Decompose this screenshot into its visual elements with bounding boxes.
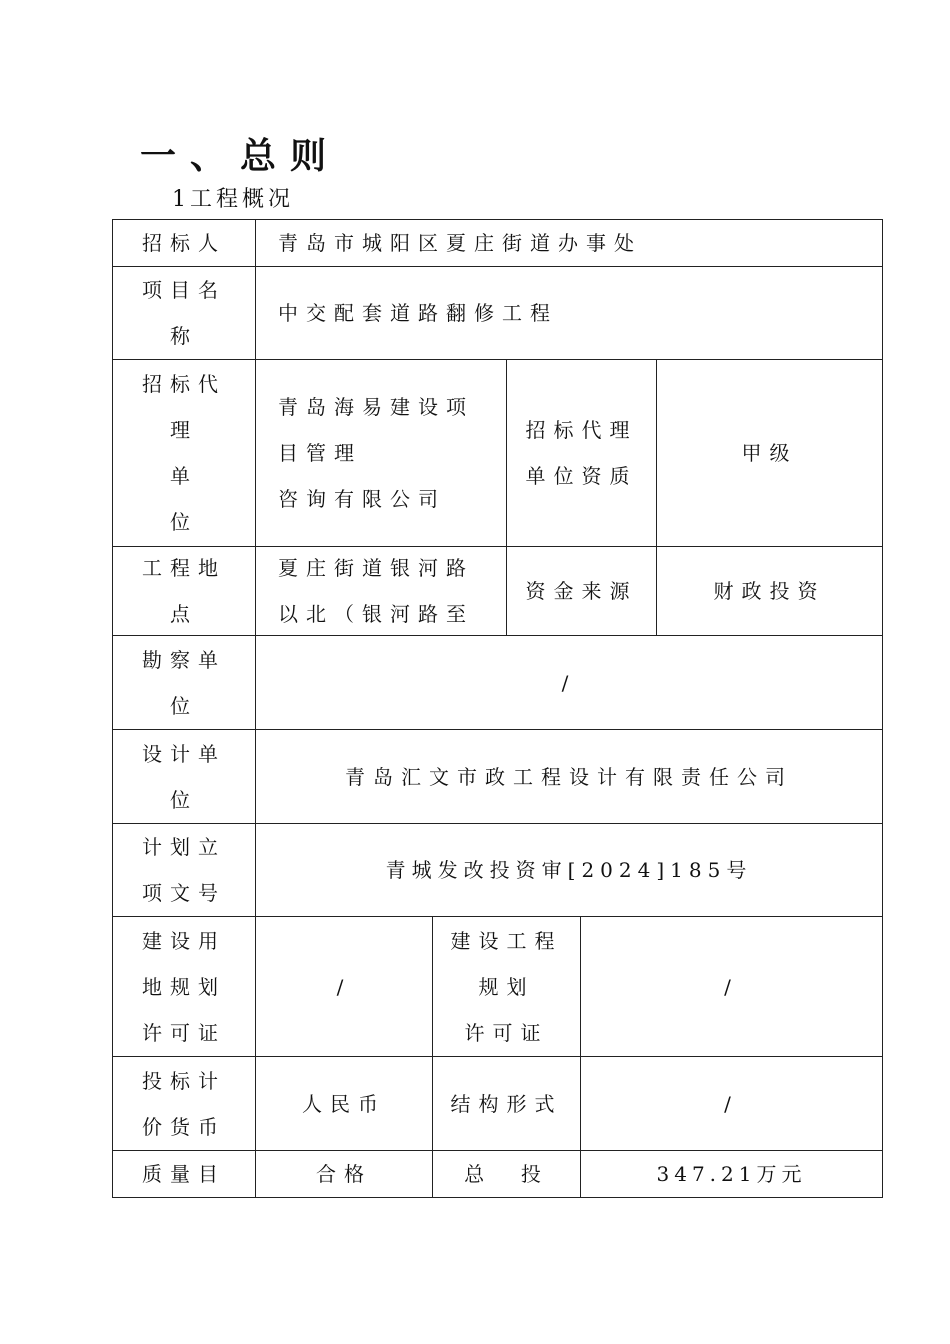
label-agency-qualification: 招标代理 单位资质 [506,359,657,547]
value-project-name: 中交配套道路翻修工程 [255,266,883,360]
label-land-permit: 建设用 地规划 许可证 [112,916,256,1057]
label-location: 工程地 点 [112,546,256,636]
value-total-investment: 347.21万元 [580,1150,883,1198]
value-bid-currency: 人民币 [255,1056,433,1151]
project-overview-table [112,219,883,1198]
value-quality-target: 合格 [255,1150,433,1198]
value-location: 夏庄街道银河路 以北（银河路至 [255,546,507,636]
value-funding-source: 财政投资 [656,546,883,636]
label-structure-type: 结构形式 [432,1056,581,1151]
label-quality-target: 质量目 [112,1150,256,1198]
label-approval-number: 计划立 项文号 [112,823,256,917]
label-design-unit: 设计单 位 [112,729,256,824]
label-funding-source: 资金来源 [506,546,657,636]
label-bid-currency: 投标计 价货币 [112,1056,256,1151]
label-survey-unit: 勘察单 位 [112,635,256,730]
value-agency-qualification: 甲级 [656,359,883,547]
label-construction-permit: 建设工程 规划 许可证 [432,916,581,1057]
label-total-investment: 总 投 [432,1150,581,1198]
value-tenderer: 青岛市城阳区夏庄街道办事处 [255,219,883,267]
value-structure-type: / [580,1056,883,1151]
value-agency: 青岛海易建设项 目管理 咨询有限公司 [255,359,507,547]
value-design-unit: 青岛汇文市政工程设计有限责任公司 [255,729,883,824]
section-subheading: 1工程概况 [172,187,294,212]
label-project-name: 项目名 称 [112,266,256,360]
section-heading: 一、总则 [140,136,341,177]
value-approval-number: 青城发改投资审[2024]185号 [255,823,883,917]
value-land-permit: / [255,916,433,1057]
label-tenderer: 招标人 [112,219,256,267]
label-agency: 招标代 理 单 位 [112,359,256,547]
value-survey-unit: / [255,635,883,730]
value-construction-permit: / [580,916,883,1057]
